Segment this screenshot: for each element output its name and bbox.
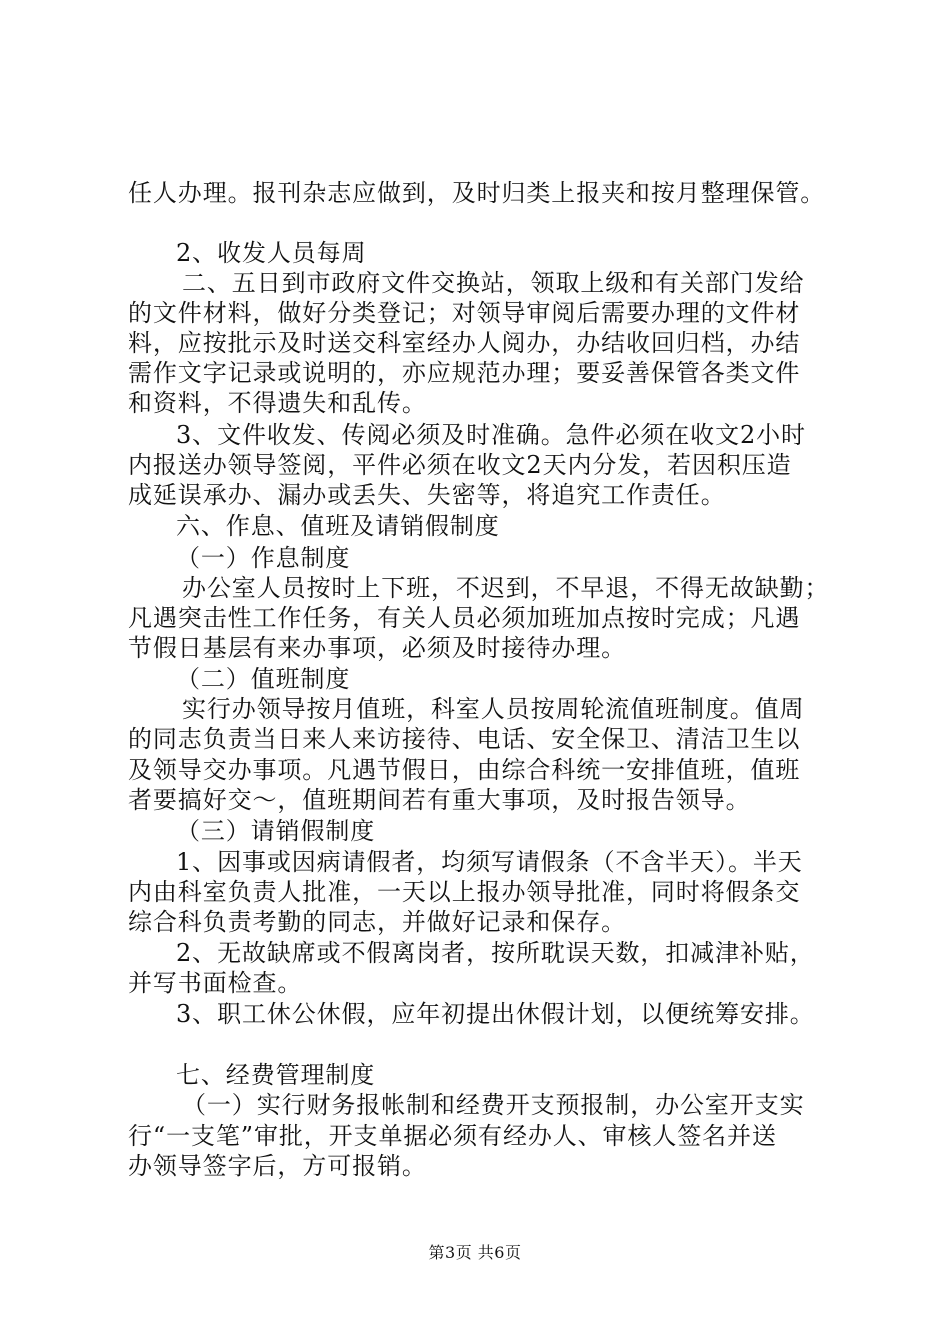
section-heading: 六、作息、值班及请销假制度: [176, 512, 500, 540]
text-line: 成延误承办、漏办或丢失、失密等，将追究工作责任。: [128, 481, 726, 509]
text-line: （一）实行财务报帐制和经费开支预报制，办公室开支实: [182, 1091, 805, 1119]
text-line: 的文件材料，做好分类登记；对领导审阅后需要办理的文件材: [128, 299, 801, 327]
text-line: 并写书面检查。: [128, 969, 303, 997]
text-line: 需作文字记录或说明的，亦应规范办理；要妥善保管各类文件: [128, 359, 801, 387]
text-line: 料，应按批示及时送交科室经办人阅办，办结收回归档，办结: [128, 329, 801, 357]
text-line: 节假日基层有来办事项，必须及时接待办理。: [128, 634, 626, 662]
text-line: 办公室人员按时上下班，不迟到，不早退，不得无故缺勤；: [182, 574, 830, 602]
text-line: 的同志负责当日来人来访接待、电话、安全保卫、清洁卫生以: [128, 725, 801, 753]
text-line: 凡遇突击性工作任务，有关人员必须加班加点按时完成；凡遇: [128, 604, 801, 632]
text-line: 内由科室负责人批准，一天以上报办领导批准，同时将假条交: [128, 878, 801, 906]
text-line: 综合科负责考勤的同志，并做好记录和保存。: [128, 908, 626, 936]
subsection-heading: （一）作息制度: [176, 544, 351, 572]
subsection-heading: （二）值班制度: [176, 665, 351, 693]
text-line: 2、无故缺席或不假离岗者，按所耽误天数，扣减津补贴，: [176, 939, 815, 967]
text-line: 3、职工休公休假，应年初提出休假计划，以便统筹安排。: [176, 1000, 815, 1028]
text-line: 和资料，不得遗失和乱传。: [128, 389, 427, 417]
page-footer: 第3页 共6页: [428, 1243, 522, 1262]
subsection-heading: （三）请销假制度: [176, 817, 376, 845]
text-line: 者要搞好交～，值班期间若有重大事项，及时报告领导。: [128, 786, 751, 814]
text-line: 实行办领导按月值班，科室人员按周轮流值班制度。值周: [182, 695, 805, 723]
text-line: 内报送办领导签阅，平件必须在收文2天内分发，若因积压造: [128, 451, 792, 479]
text-line: 1、因事或因病请假者，均须写请假条（不含半天）。半天: [176, 848, 803, 876]
section-heading: 七、经费管理制度: [176, 1061, 376, 1089]
text-line: 二、五日到市政府文件交换站，领取上级和有关部门发给: [182, 269, 805, 297]
text-line: 2、收发人员每周: [176, 239, 367, 267]
text-line: 行“一支笔”审批，开支单据必须有经办人、审核人签名并送: [128, 1122, 777, 1150]
text-line: 办领导签字后，方可报销。: [128, 1152, 427, 1180]
text-line: 3、文件收发、传阅必须及时准确。急件必须在收文2小时: [176, 421, 806, 449]
text-line: 及领导交办事项。凡遇节假日，由综合科统一安排值班，值班: [128, 756, 801, 784]
text-line: 任人办理。报刊杂志应做到，及时归类上报夹和按月整理保管。: [128, 179, 826, 207]
